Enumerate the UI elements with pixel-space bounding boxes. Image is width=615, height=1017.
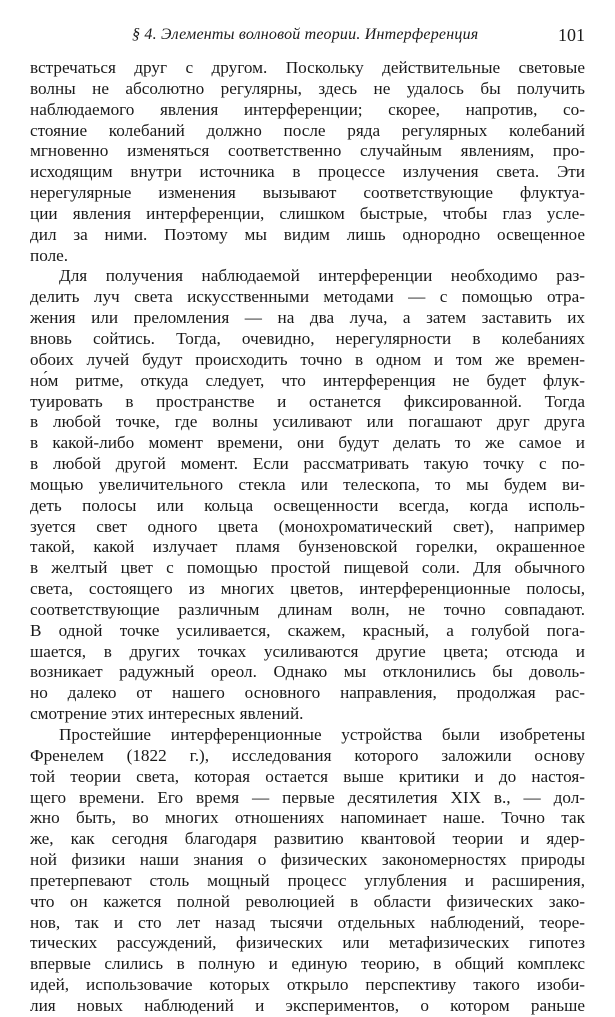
- text-line: в какой-либо момент времени, они будут делать то же самое и: [30, 433, 585, 453]
- text-line: исходящим внутри источника в процессе излучения света. Эти: [30, 162, 585, 182]
- text-line: возникает радужный ореол. Однако мы отклонились бы доволь-: [30, 662, 585, 682]
- text-line: же, как сегодня благодаря развитию квантовой теории и ядер-: [30, 829, 585, 849]
- body-text: [30, 58, 585, 1017]
- text-line: зуется свет одного цвета (монохроматический свет), например: [30, 516, 585, 536]
- page-header: [0, 0, 615, 60]
- text-line: в любой другой момент. Если рассматривать такую точку с по-: [30, 454, 585, 474]
- text-line: обоих лучей будут происходить точно в одном и том же времен-: [30, 349, 585, 369]
- text-line: смотрение этих интересных явлений.: [30, 704, 304, 724]
- text-line: деть полосы или кольца освещенности всегда, когда исполь-: [30, 495, 585, 515]
- paragraph-1: [30, 58, 585, 266]
- text-line: Для получения наблюдаемой интерференции необходимо раз-: [59, 266, 585, 286]
- text-line: нов, так и сто лет назад тысячи отдельных наблюдений, теоре-: [30, 912, 585, 932]
- text-line: щего времени. Его время — первые десятилетия XIX в., — дол-: [30, 787, 585, 807]
- text-line: тических рассуждений, физических или метафизических гипотез: [30, 933, 585, 953]
- text-line: в любой точке, где волны усиливают или погашают друг друга: [30, 412, 585, 432]
- text-line: соответствующие различным длинам волн, не точно совпадают.: [30, 599, 585, 619]
- text-line: В одной точке усиливается, скажем, красный, а голубой пога-: [30, 620, 585, 640]
- text-line: что он кажется полной революцией в области физических зако-: [30, 891, 585, 911]
- text-line: делить луч света искусственными методами — с помощью отра-: [30, 287, 585, 307]
- text-line: такой, какой излучает пламя бунзеновской горелки, окрашенное: [30, 537, 585, 557]
- text-line: лия новых наблюдений и экспериментов, о котором раньше: [30, 995, 585, 1015]
- text-line: поле.: [30, 245, 69, 265]
- text-line: той теории света, которая остается выше критики и до настоя-: [30, 766, 585, 786]
- text-line: встречаться друг с другом. Поскольку действительные световые: [30, 58, 585, 77]
- text-line: мгновенно изменяться соответственно случайным явлениям, про-: [30, 141, 585, 161]
- text-line: идей, использовачие которых открыло перспективу такого изоби-: [30, 975, 585, 995]
- text-line: в желтый цвет с помощью простой пищевой соли. Для обычного: [30, 558, 585, 578]
- page-number: 101: [558, 25, 585, 45]
- text-line: но́м ритме, откуда следует, что интерференция не будет флук-: [30, 370, 585, 390]
- text-line: но далеко от нашего основного направления, продолжая рас-: [30, 683, 585, 703]
- text-line: ной физики наши знания о физических закономерностях природы: [30, 850, 585, 870]
- text-line: волны не абсолютно регулярны, здесь не удалось бы получить: [30, 78, 585, 98]
- text-line: наблюдаемого явления интерференции; скорее, напротив, со-: [30, 99, 585, 119]
- text-line: нерегулярные изменения вызывают соответствующие флуктуа-: [30, 183, 585, 203]
- text-line: шается, в других точках усиливаются другие цвета; отсюда и: [30, 641, 585, 661]
- text-line: Френелем (1822 г.), исследования которого заложили основу: [30, 745, 585, 765]
- text-line: туировать в пространстве и останется фиксированной. Тогда: [30, 391, 585, 411]
- paragraph-3: [30, 725, 585, 1017]
- paragraph-2: [30, 266, 585, 725]
- text-line: дил за ними. Поэтому мы видим лишь однородно освещенное: [30, 224, 585, 244]
- text-line: мощью увеличительного стекла или телескопа, то мы будем ви-: [30, 474, 585, 494]
- text-line: вновь сойтись. Тогда, очевидно, нерегулярности в колебаниях: [30, 328, 585, 348]
- text-line: претерпевают столь мощный процесс углубления и расширения,: [30, 870, 585, 890]
- text-line: жно быть, во многих отношениях напоминает наше. Точно так: [30, 808, 585, 828]
- text-line: ции явления интерференции, слишком быстрые, чтобы глаз усле-: [30, 203, 585, 223]
- running-head: § 4. Элементы волновой теории. Интерференция: [132, 26, 479, 43]
- text-line: впервые слились в полную и единую теорию, в общий комплекс: [30, 954, 585, 974]
- text-line: Простейшие интерференционные устройства были изобретены: [59, 725, 585, 744]
- text-line: стояние колебаний должно после ряда регулярных колебаний: [30, 120, 585, 140]
- text-line: света, состоящего из многих цветов, интерференционные полосы,: [30, 579, 585, 599]
- text-line: жения или преломления — на два луча, а затем заставить их: [30, 308, 585, 328]
